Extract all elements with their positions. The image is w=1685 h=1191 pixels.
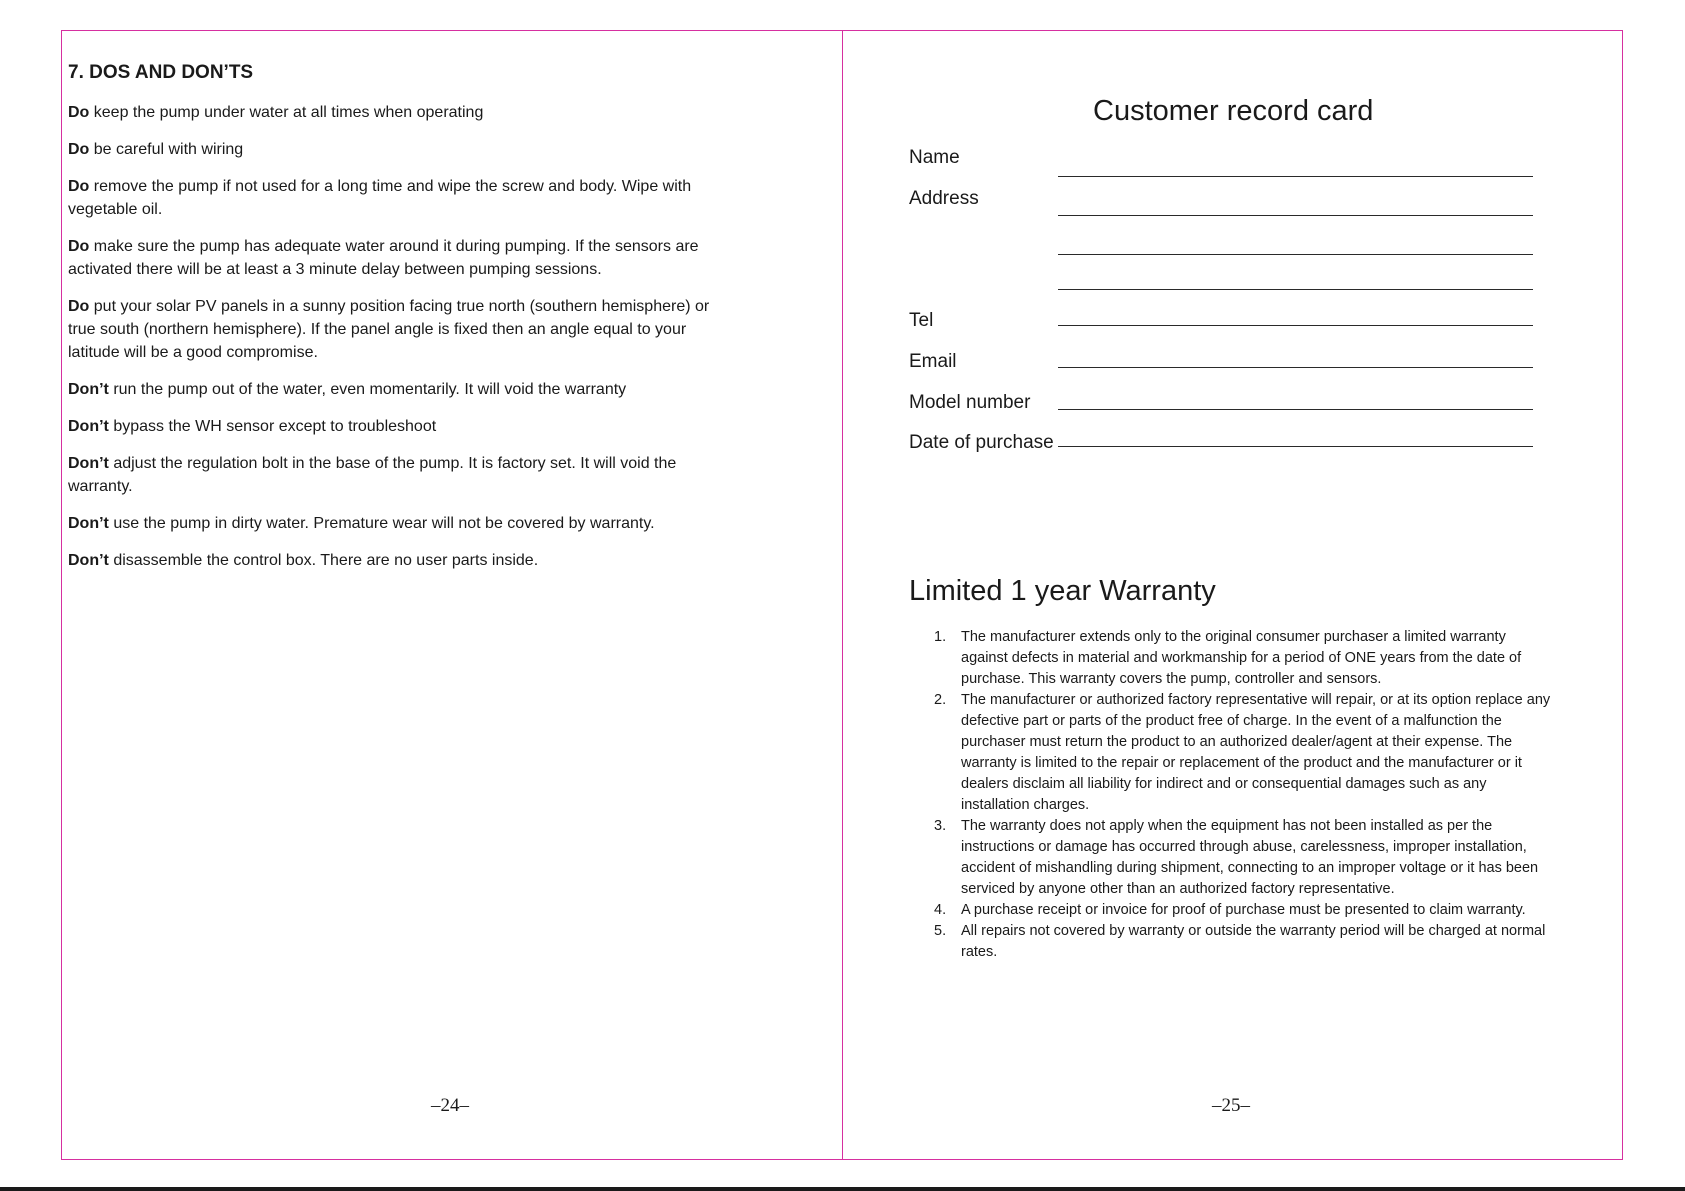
warranty-item (934, 627, 1554, 690)
warranty-list (934, 627, 1554, 963)
rule-lead: Don’t (68, 455, 109, 472)
left-page (68, 62, 738, 586)
warranty-item-text: The warranty does not apply when the equipment has not been installed as per the instructions or damage has occurred through abuse, carelessness, improper installation, accident of mishandling during shipment, connecting to an improper voltage or it has been serviced by anyone other than an authorized factory representative. (961, 818, 1539, 897)
field-label-email: Email (909, 351, 957, 372)
bottom-edge-band (0, 1187, 1685, 1191)
rule-item (68, 512, 738, 535)
rule-lead: Don’t (68, 381, 109, 398)
warranty-item-number: 5. (934, 923, 947, 939)
warranty-item-text: The manufacturer or authorized factory representative will repair, or at its option replace any defective part or parts of the product free of charge. In the event of a malfunction the purchaser must return the product to an authorized dealer/agent at their expense. The warranty is limited to the repair or replacement of the product and the manufacturer or it dealers disclaim all liability for indirect and or consequential damages such as any installation charges. (961, 692, 1551, 813)
rule-item (68, 378, 738, 401)
address-field-line[interactable] (1058, 215, 1533, 216)
rule-item (68, 549, 738, 572)
field-label-address: Address (909, 188, 979, 209)
rule-text: make sure the pump has adequate water around it during pumping. If the sensors are activated there will be at least a 3 minute delay between pumping sessions. (68, 238, 699, 278)
field-label-tel: Tel (909, 310, 934, 331)
field-label-model-number: Model number (909, 392, 1031, 413)
tel-field-line[interactable] (1058, 325, 1533, 326)
rule-item (68, 101, 738, 124)
rule-lead: Do (68, 298, 90, 315)
section-title: 7. DOS AND DON’TS (68, 62, 254, 83)
warranty-item-text: A purchase receipt or invoice for proof of purchase must be presented to claim warranty. (961, 902, 1526, 918)
warranty-item (934, 921, 1554, 963)
rule-lead: Do (68, 141, 90, 158)
warranty-item (934, 900, 1554, 921)
address-field-line[interactable] (1058, 254, 1533, 255)
page-divider (842, 31, 843, 1159)
rule-text: remove the pump if not used for a long time and wipe the screw and body. Wipe with vegetable oil. (68, 178, 692, 218)
warranty-item-number: 1. (934, 629, 947, 645)
rule-lead: Don’t (68, 418, 109, 435)
rule-lead: Do (68, 238, 90, 255)
rule-item (68, 175, 738, 221)
page-number-left: –24– (431, 1095, 469, 1116)
record-card-title: Customer record card (1093, 95, 1374, 127)
rule-item (68, 138, 738, 161)
warranty-item-number: 2. (934, 692, 947, 708)
name-field-line[interactable] (1058, 176, 1533, 177)
field-label-name: Name (909, 147, 960, 168)
rule-text: run the pump out of the water, even momentarily. It will void the warranty (108, 381, 627, 398)
rule-lead: Do (68, 178, 90, 195)
rule-lead: Don’t (68, 552, 109, 569)
rule-lead: Do (68, 104, 90, 121)
warranty-item-number: 4. (934, 902, 947, 918)
rule-lead: Don’t (68, 515, 109, 532)
warranty-item-number: 3. (934, 818, 947, 834)
rule-text: keep the pump under water at all times when operating (89, 104, 484, 121)
date-of-purchase-field-line[interactable] (1058, 446, 1533, 447)
warranty-item-text: All repairs not covered by warranty or outside the warranty period will be charged at normal rates. (961, 923, 1546, 960)
rule-text: adjust the regulation bolt in the base of the pump. It is factory set. It will void the warranty. (68, 455, 677, 495)
rule-item (68, 235, 738, 281)
warranty-item-text: The manufacturer extends only to the original consumer purchaser a limited warranty against defects in material and workmanship for a period of ONE years from the date of purchase. This warranty covers the pump, controller and sensors. (961, 629, 1522, 687)
rule-text: bypass the WH sensor except to troubleshoot (108, 418, 437, 435)
warranty-item (934, 816, 1554, 900)
rule-text: be careful with wiring (89, 141, 244, 158)
model-number-field-line[interactable] (1058, 409, 1533, 410)
email-field-line[interactable] (1058, 367, 1533, 368)
address-field-line[interactable] (1058, 289, 1533, 290)
rule-item (68, 415, 738, 438)
page-number-right: –25– (1212, 1095, 1250, 1116)
rule-text: use the pump in dirty water. Premature wear will not be covered by warranty. (108, 515, 655, 532)
rule-text: put your solar PV panels in a sunny position facing true north (southern hemisphere) or true south (northern hemisphere). If the panel angle is fixed then an angle equal to your latitude will be a good compromise. (68, 298, 710, 361)
warranty-title: Limited 1 year Warranty (909, 575, 1216, 607)
field-label-date-of-purchase: Date of purchase (909, 432, 1054, 453)
warranty-item (934, 690, 1554, 816)
rule-item (68, 295, 738, 364)
rule-text: disassemble the control box. There are no user parts inside. (108, 552, 539, 569)
rule-item (68, 452, 738, 498)
